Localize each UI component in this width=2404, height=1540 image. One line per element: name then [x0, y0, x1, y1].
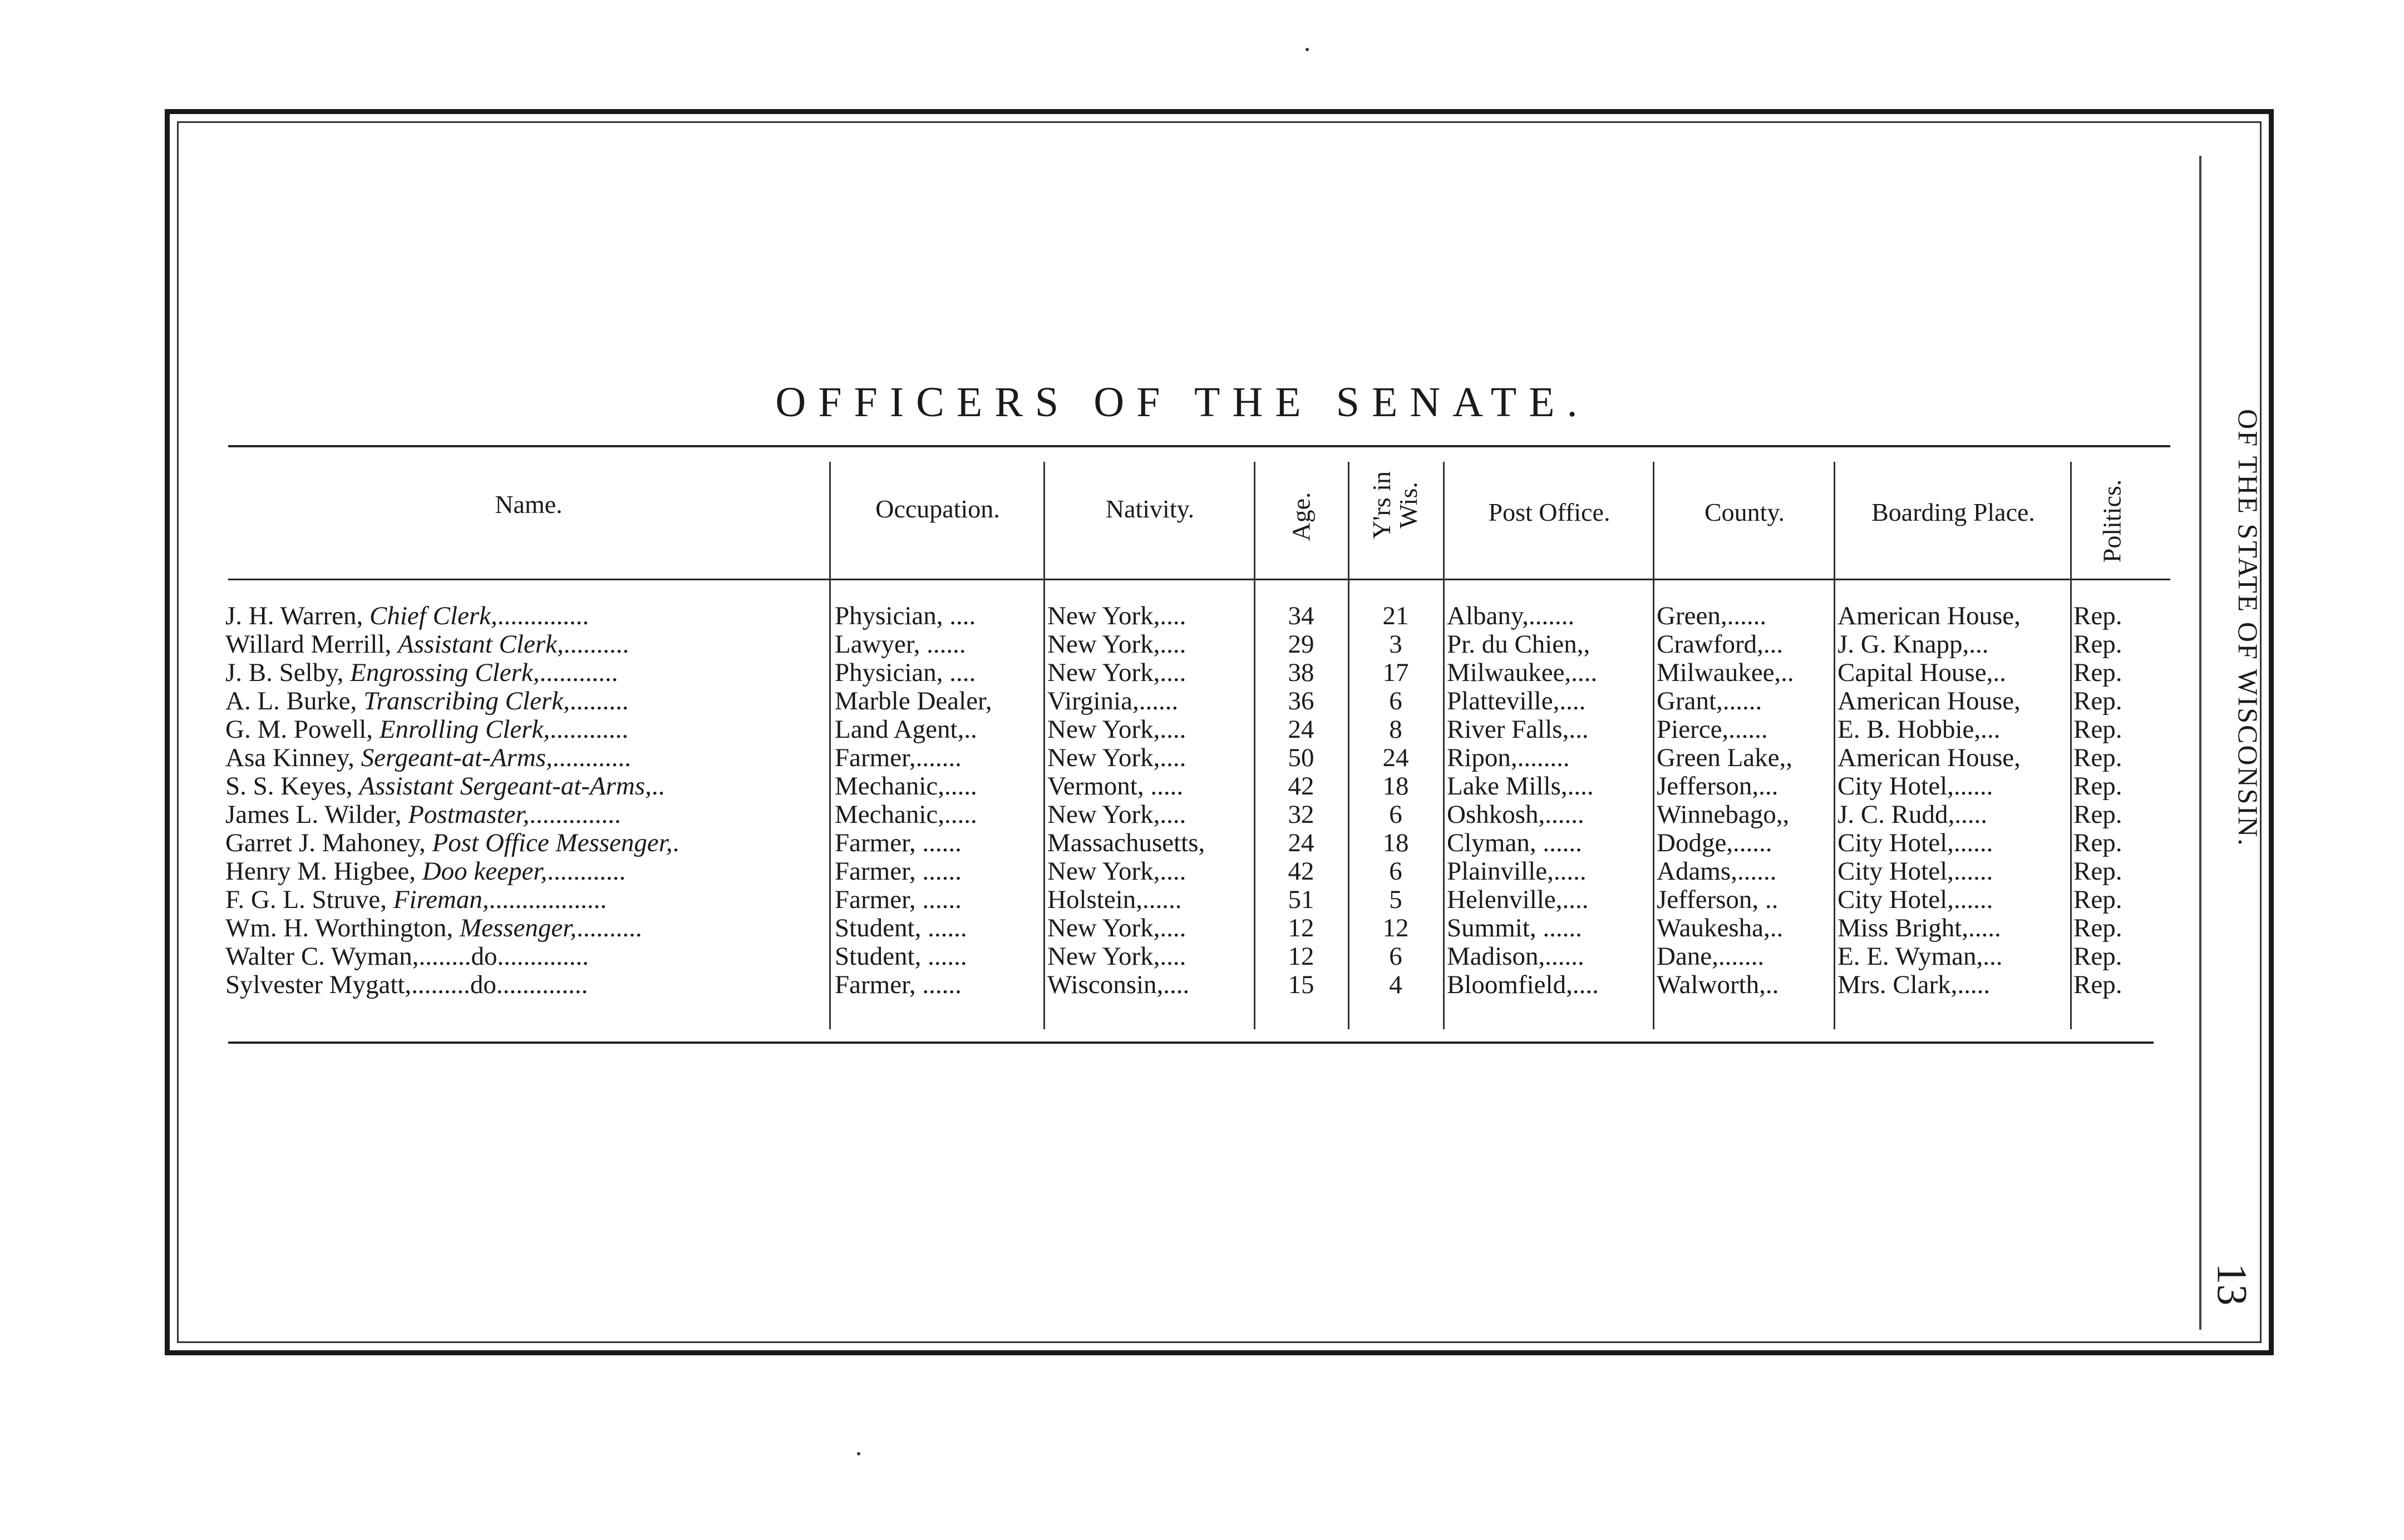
officer-name: Walter C. Wyman,........do.............. — [225, 942, 589, 970]
cell-politics: Rep. — [2073, 687, 2122, 715]
cell-nativity: New York,.... — [1047, 744, 1186, 772]
cell-name — [225, 942, 826, 970]
cell-politics: Rep. — [2073, 602, 2122, 630]
cell-name — [225, 971, 826, 999]
cell-boarding: J. G. Knapp,... — [1838, 630, 1989, 658]
cell-post-office: Pr. du Chien,, — [1447, 630, 1590, 658]
cell-politics: Rep. — [2073, 914, 2122, 942]
cell-age: 51 — [1288, 886, 1314, 914]
cell-yrs: 8 — [1389, 715, 1402, 743]
cell-nativity: Holstein,...... — [1047, 886, 1182, 914]
column-rule — [1254, 462, 1255, 1029]
cell-politics: Rep. — [2073, 715, 2122, 743]
leader-dots: ......... — [569, 687, 629, 715]
cell-politics: Rep. — [2073, 744, 2122, 772]
cell-county: Jefferson, .. — [1657, 886, 1779, 914]
cell-post-office: Ripon,........ — [1447, 744, 1570, 772]
cell-post-office: Helenville,.... — [1447, 886, 1589, 914]
cell-politics: Rep. — [2073, 857, 2122, 885]
page-number-text: 13 — [2208, 1263, 2255, 1306]
leader-dots: . — [672, 829, 679, 857]
cell-age: 42 — [1288, 772, 1314, 800]
cell-age: 24 — [1288, 829, 1314, 857]
cell-age: 24 — [1288, 715, 1314, 743]
cell-name — [225, 772, 826, 800]
officer-title: Chief Clerk, — [370, 602, 497, 630]
table-title: OFFICERS OF THE SENATE. — [775, 379, 1590, 426]
cell-post-office: Madison,...... — [1447, 942, 1584, 970]
cell-post-office: Clyman, ...... — [1447, 829, 1582, 857]
cell-boarding: City Hotel,...... — [1838, 829, 1993, 857]
cell-age: 29 — [1288, 630, 1314, 658]
running-head-rule — [2199, 156, 2201, 1330]
officer-title: Sergeant-at-Arms, — [361, 744, 553, 772]
officer-name: J. B. Selby, — [225, 659, 344, 687]
cell-yrs: 24 — [1382, 744, 1409, 772]
leader-dots: .......... — [563, 630, 629, 658]
header-county: County. — [1705, 498, 1785, 526]
cell-name — [225, 829, 826, 857]
cell-nativity: New York,.... — [1047, 630, 1186, 658]
cell-occupation: Farmer, ...... — [835, 857, 962, 885]
cell-post-office: River Falls,... — [1447, 715, 1589, 743]
officer-name: S. S. Keyes, — [225, 772, 353, 800]
cell-county: Pierce,...... — [1657, 715, 1768, 743]
header-post-office: Post Office. — [1488, 498, 1610, 526]
cell-name — [225, 602, 826, 630]
cell-nativity: Virginia,...... — [1047, 687, 1179, 715]
cell-name — [225, 687, 826, 715]
officer-title: Assistant Sergeant-at-Arms, — [359, 772, 652, 800]
cell-name — [225, 715, 826, 743]
cell-age: 34 — [1288, 602, 1314, 630]
cell-nativity: Vermont, ..... — [1047, 772, 1184, 800]
cell-post-office: Albany,....... — [1447, 602, 1575, 630]
cell-post-office: Lake Mills,.... — [1447, 772, 1594, 800]
cell-age: 12 — [1288, 914, 1314, 942]
cell-boarding: City Hotel,...... — [1838, 772, 1993, 800]
cell-post-office: Oshkosh,...... — [1447, 801, 1584, 828]
column-rule — [1043, 462, 1045, 1029]
cell-name — [225, 744, 826, 772]
leader-dots: ............ — [539, 659, 618, 687]
leader-dots: .............. — [497, 602, 589, 630]
cell-county: Jefferson,... — [1657, 772, 1779, 800]
cell-occupation: Physician, .... — [835, 602, 976, 630]
officer-name: Willard Merrill, — [225, 630, 392, 658]
cell-politics: Rep. — [2073, 801, 2122, 828]
cell-politics: Rep. — [2073, 971, 2122, 999]
cell-county: Adams,...... — [1657, 857, 1777, 885]
cell-age: 32 — [1288, 801, 1314, 828]
header-top-rule — [228, 445, 2170, 447]
cell-county: Dane,....... — [1657, 942, 1765, 970]
officer-name: Henry M. Higbee, — [225, 857, 416, 885]
officer-name: F. G. L. Struve, — [225, 886, 387, 914]
officer-title: Enrolling Clerk, — [379, 715, 550, 743]
header-name: Name. — [495, 490, 563, 519]
cell-yrs: 6 — [1389, 801, 1402, 828]
officer-name: J. H. Warren, — [225, 602, 363, 630]
officer-name: G. M. Powell, — [225, 715, 373, 743]
header-occupation: Occupation. — [875, 495, 1000, 523]
cell-occupation: Physician, .... — [835, 659, 976, 687]
officer-title: Doo keeper, — [422, 857, 548, 885]
cell-age: 50 — [1288, 744, 1314, 772]
cell-county: Grant,...... — [1657, 687, 1762, 715]
officer-title: Transcribing Clerk, — [363, 687, 570, 715]
column-rule — [1443, 462, 1445, 1029]
scan-speck — [1306, 48, 1309, 51]
cell-county: Milwaukee,.. — [1657, 659, 1794, 687]
cell-occupation: Mechanic,..... — [835, 772, 977, 800]
running-head-text: OF THE STATE OF WISCONSIN. — [2233, 409, 2264, 847]
cell-occupation: Land Agent,.. — [835, 715, 977, 743]
cell-yrs: 21 — [1382, 602, 1409, 630]
column-rule — [1348, 462, 1349, 1029]
cell-name — [225, 801, 826, 828]
cell-nativity: New York,.... — [1047, 942, 1186, 970]
cell-politics: Rep. — [2073, 630, 2122, 658]
cell-name — [225, 857, 826, 885]
cell-occupation: Marble Dealer, — [835, 687, 992, 715]
cell-nativity: Massachusetts, — [1047, 829, 1205, 857]
cell-age: 38 — [1288, 659, 1314, 687]
cell-nativity: New York,.... — [1047, 715, 1186, 743]
header-nativity: Nativity. — [1105, 495, 1195, 523]
cell-age: 12 — [1288, 942, 1314, 970]
officer-name: Wm. H. Worthington, — [225, 914, 454, 942]
officer-name: Asa Kinney, — [225, 744, 354, 772]
cell-boarding: American House, — [1838, 744, 2021, 772]
cell-boarding: J. C. Rudd,..... — [1838, 801, 1987, 828]
cell-nativity: New York,.... — [1047, 602, 1186, 630]
header-bottom-rule — [228, 579, 2170, 580]
officer-title: Messenger, — [459, 914, 577, 942]
officer-name: James L. Wilder, — [225, 801, 402, 828]
header-yrs-in-wis: Y'rs in Wis. — [1367, 471, 1422, 540]
cell-politics: Rep. — [2073, 942, 2122, 970]
cell-county: Green Lake,, — [1657, 744, 1792, 772]
cell-yrs: 6 — [1389, 942, 1402, 970]
cell-politics: Rep. — [2073, 772, 2122, 800]
leader-dots: ............ — [552, 744, 631, 772]
officer-title: Engrossing Clerk, — [350, 659, 540, 687]
cell-yrs: 6 — [1389, 687, 1402, 715]
cell-boarding: City Hotel,...... — [1838, 857, 1993, 885]
cell-age: 15 — [1288, 971, 1314, 999]
cell-occupation: Farmer, ...... — [835, 886, 962, 914]
officer-title: Fireman, — [393, 886, 489, 914]
cell-boarding: E. E. Wyman,... — [1838, 942, 2003, 970]
cell-yrs: 17 — [1382, 659, 1409, 687]
cell-county: Waukesha,.. — [1657, 914, 1784, 942]
cell-county: Winnebago,, — [1657, 801, 1790, 828]
leader-dots: .................. — [489, 886, 607, 914]
leader-dots: .............. — [529, 801, 621, 828]
cell-boarding: Mrs. Clark,..... — [1838, 971, 1991, 999]
cell-boarding: City Hotel,...... — [1838, 886, 1993, 914]
cell-age: 42 — [1288, 857, 1314, 885]
cell-politics: Rep. — [2073, 829, 2122, 857]
cell-yrs: 5 — [1389, 886, 1402, 914]
cell-politics: Rep. — [2073, 886, 2122, 914]
cell-nativity: New York,.... — [1047, 857, 1186, 885]
cell-boarding: E. B. Hobbie,... — [1838, 715, 2001, 743]
cell-occupation: Student, ...... — [835, 914, 967, 942]
header-boarding-place: Boarding Place. — [1871, 498, 2035, 526]
cell-occupation: Mechanic,..... — [835, 801, 977, 828]
cell-age: 36 — [1288, 687, 1314, 715]
cell-nativity: New York,.... — [1047, 914, 1186, 942]
cell-nativity: New York,.... — [1047, 801, 1186, 828]
cell-name — [225, 886, 826, 914]
cell-politics: Rep. — [2073, 659, 2122, 687]
officer-title: Post Office Messenger, — [432, 829, 673, 857]
cell-boarding: Capital House,.. — [1838, 659, 2006, 687]
cell-occupation: Farmer, ...... — [835, 971, 962, 999]
leader-dots: .......... — [577, 914, 642, 942]
column-rule — [829, 462, 831, 1029]
cell-occupation: Student, ...... — [835, 942, 967, 970]
officer-title: Postmaster, — [408, 801, 530, 828]
header-politics: Politics. — [2097, 479, 2126, 563]
cell-county: Crawford,... — [1657, 630, 1784, 658]
cell-yrs: 12 — [1382, 914, 1409, 942]
cell-nativity: New York,.... — [1047, 659, 1186, 687]
officer-name: Sylvester Mygatt,.........do.............. — [225, 971, 588, 999]
cell-occupation: Farmer,....... — [835, 744, 962, 772]
cell-county: Dodge,...... — [1657, 829, 1772, 857]
header-age: Age. — [1287, 492, 1316, 541]
column-rule — [2070, 462, 2072, 1029]
cell-boarding: American House, — [1838, 602, 2021, 630]
cell-yrs: 4 — [1389, 971, 1402, 999]
officer-name: A. L. Burke, — [225, 687, 357, 715]
cell-post-office: Milwaukee,.... — [1447, 659, 1598, 687]
cell-name — [225, 914, 826, 942]
leader-dots: ............ — [550, 715, 629, 743]
cell-nativity: Wisconsin,.... — [1047, 971, 1190, 999]
cell-yrs: 3 — [1389, 630, 1402, 658]
cell-county: Walworth,.. — [1657, 971, 1779, 999]
cell-occupation: Farmer, ...... — [835, 829, 962, 857]
cell-post-office: Summit, ...... — [1447, 914, 1582, 942]
cell-yrs: 6 — [1389, 857, 1402, 885]
leader-dots: ............ — [547, 857, 626, 885]
cell-county: Green,...... — [1657, 602, 1767, 630]
cell-name — [225, 659, 826, 687]
cell-yrs: 18 — [1382, 829, 1409, 857]
cell-name — [225, 630, 826, 658]
cell-post-office: Plainville,..... — [1447, 857, 1587, 885]
column-rule — [1834, 462, 1835, 1029]
cell-boarding: Miss Bright,..... — [1838, 914, 2001, 942]
leader-dots: .. — [651, 772, 665, 800]
column-rule — [1653, 462, 1654, 1029]
cell-yrs: 18 — [1382, 772, 1409, 800]
cell-post-office: Platteville,.... — [1447, 687, 1586, 715]
scan-speck — [857, 1452, 860, 1455]
cell-boarding: American House, — [1838, 687, 2021, 715]
table-bottom-rule — [228, 1042, 2154, 1044]
cell-post-office: Bloomfield,.... — [1447, 971, 1599, 999]
officer-name: Garret J. Mahoney, — [225, 829, 426, 857]
cell-occupation: Lawyer, ...... — [835, 630, 966, 658]
officer-title: Assistant Clerk, — [398, 630, 564, 658]
